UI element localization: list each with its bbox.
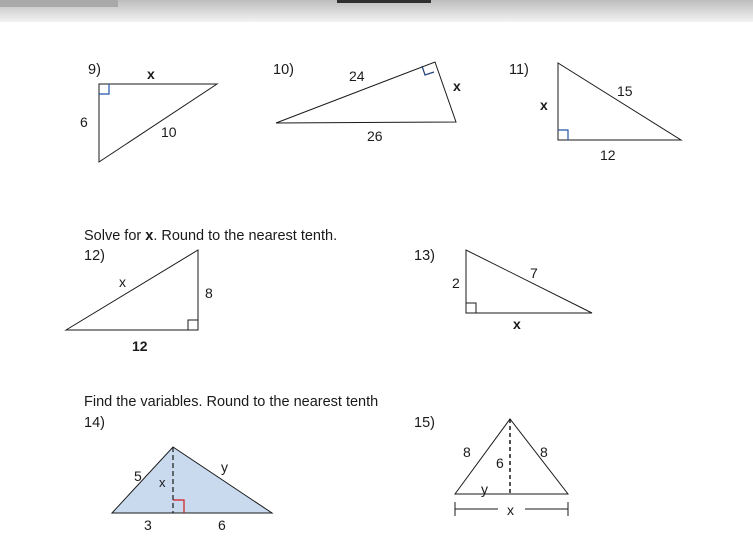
label-15-left: 8 [463,444,471,460]
label-12-right: 8 [205,285,213,301]
label-14-base-right: 6 [218,517,226,533]
label-13-hyp: 7 [530,265,538,281]
problem-15-number: 15) [414,415,435,431]
problem-10-number: 10) [273,62,294,78]
solve-variable: x [145,228,154,244]
solve-prefix: Solve for [84,228,146,244]
label-9-top: x [147,66,155,82]
label-14-hyp: y [221,459,228,475]
label-9-left: 6 [80,114,88,130]
triangle-15 [455,419,568,494]
triangle-12 [66,250,198,330]
label-14-base-left: 3 [144,517,152,533]
label-11-hyp: 15 [617,83,633,99]
label-15-half-base: y [481,481,488,497]
label-15-height: 6 [496,455,504,471]
label-12-hyp: x [119,274,126,290]
label-12-bottom: 12 [132,338,148,354]
label-11-bottom: 12 [600,147,616,163]
problem-9-number: 9) [88,62,101,78]
right-angle-mark-13 [466,303,476,313]
problem-12-number: 12) [84,248,105,264]
label-15-right: 8 [540,444,548,460]
right-angle-mark-12 [188,320,198,330]
label-10-bottom: 26 [367,128,383,144]
variables-instruction: Find the variables. Round to the nearest tenth [84,394,379,410]
triangle-10 [276,62,456,123]
label-9-hyp: 10 [161,124,177,140]
problem-14-number: 14) [84,415,105,431]
label-10-top: 24 [349,68,365,84]
label-13-left: 2 [452,275,460,291]
label-14-side: 5 [134,468,142,484]
right-angle-mark-11 [558,130,568,140]
solve-suffix: . Round to the nearest tenth. [153,228,338,244]
problem-13-number: 13) [414,248,435,264]
right-angle-mark-9 [99,84,109,94]
problem-11-number: 11) [509,62,529,78]
label-14-altitude: x [159,475,166,490]
triangle-13 [466,250,592,313]
label-10-right: x [453,78,461,94]
right-angle-mark-10 [422,66,434,75]
label-13-bottom: x [513,316,521,332]
label-15-base: x [507,502,514,518]
triangle-9 [99,84,217,162]
label-11-left: x [540,97,548,113]
triangle-11 [558,63,681,140]
